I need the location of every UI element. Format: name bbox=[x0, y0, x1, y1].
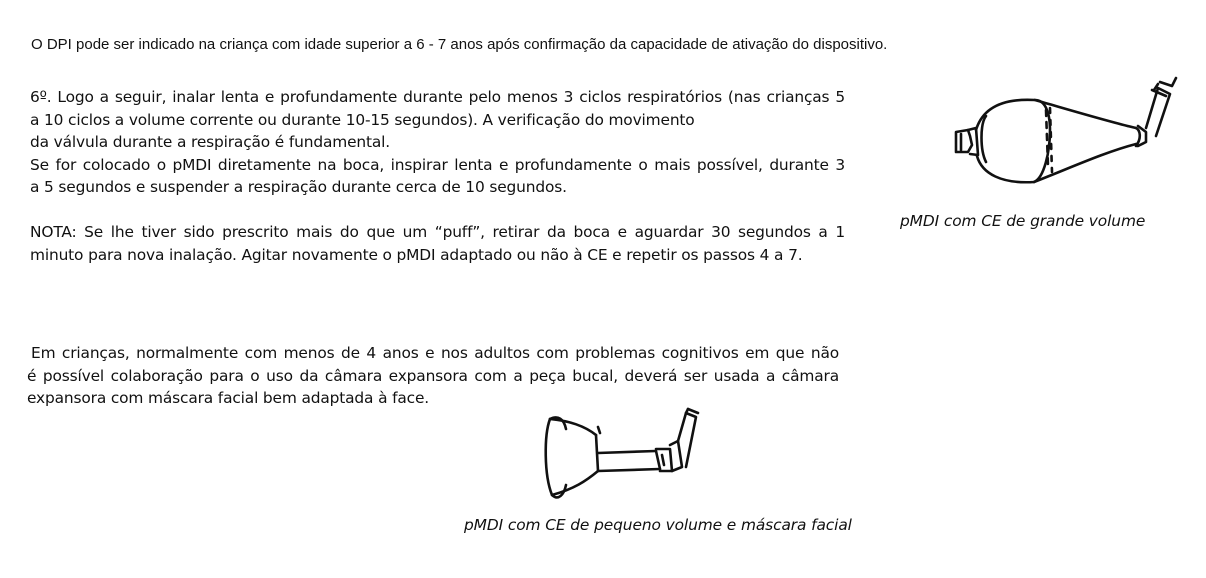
small-volume-mask-caption: pMDI com CE de pequeno volume e máscara facial bbox=[464, 516, 852, 534]
large-volume-caption: pMDI com CE de grande volume bbox=[900, 212, 1146, 230]
children-line: expansora com máscara facial bem adaptada à face. bbox=[27, 389, 430, 407]
step-6-line: Se for colocado o pMDI diretamente na boca, inspirar lenta e profundamente o mais possível, durante 3 bbox=[30, 155, 845, 174]
step-6-line: 6º. Logo a seguir, inalar lenta e profundamente durante pelo menos 3 ciclos respiratórios (nas crianças 5 bbox=[30, 88, 845, 106]
step-6-paragraph bbox=[30, 86, 845, 199]
large-volume-spacer-drawing bbox=[940, 70, 1180, 195]
children-mask-paragraph bbox=[27, 342, 839, 410]
nota-paragraph bbox=[30, 221, 845, 266]
step-6-line: da válvula durante a respiração é fundamental. bbox=[30, 133, 391, 151]
small-volume-spacer-mask-drawing bbox=[536, 405, 706, 505]
nota-line: NOTA: Se lhe tiver sido prescrito mais do que um “puff”, retirar da boca e aguardar 30 segundos a 1 bbox=[30, 223, 845, 241]
step-6-line: a 5 segundos e suspender a respiração durante cerca de 10 segundos. bbox=[30, 178, 567, 196]
nota-line: minuto para nova inalação. Agitar novamente o pMDI adaptado ou não à CE e repetir os passos 4 a 7. bbox=[30, 245, 803, 264]
intro-text: O DPI pode ser indicado na criança com idade superior a 6 - 7 anos após confirmação da capacidade de ativação do dispositivo. bbox=[31, 36, 888, 53]
step-6-line: a 10 ciclos a volume corrente ou durante 10-15 segundos). A verificação do movimento bbox=[30, 110, 695, 129]
children-line: Em crianças, normalmente com menos de 4 anos e nos adultos com problemas cognitivos em que não bbox=[31, 344, 839, 362]
children-line: é possível colaboração para o uso da câmara expansora com a peça bucal, deverá ser usada a câmara bbox=[27, 366, 839, 385]
